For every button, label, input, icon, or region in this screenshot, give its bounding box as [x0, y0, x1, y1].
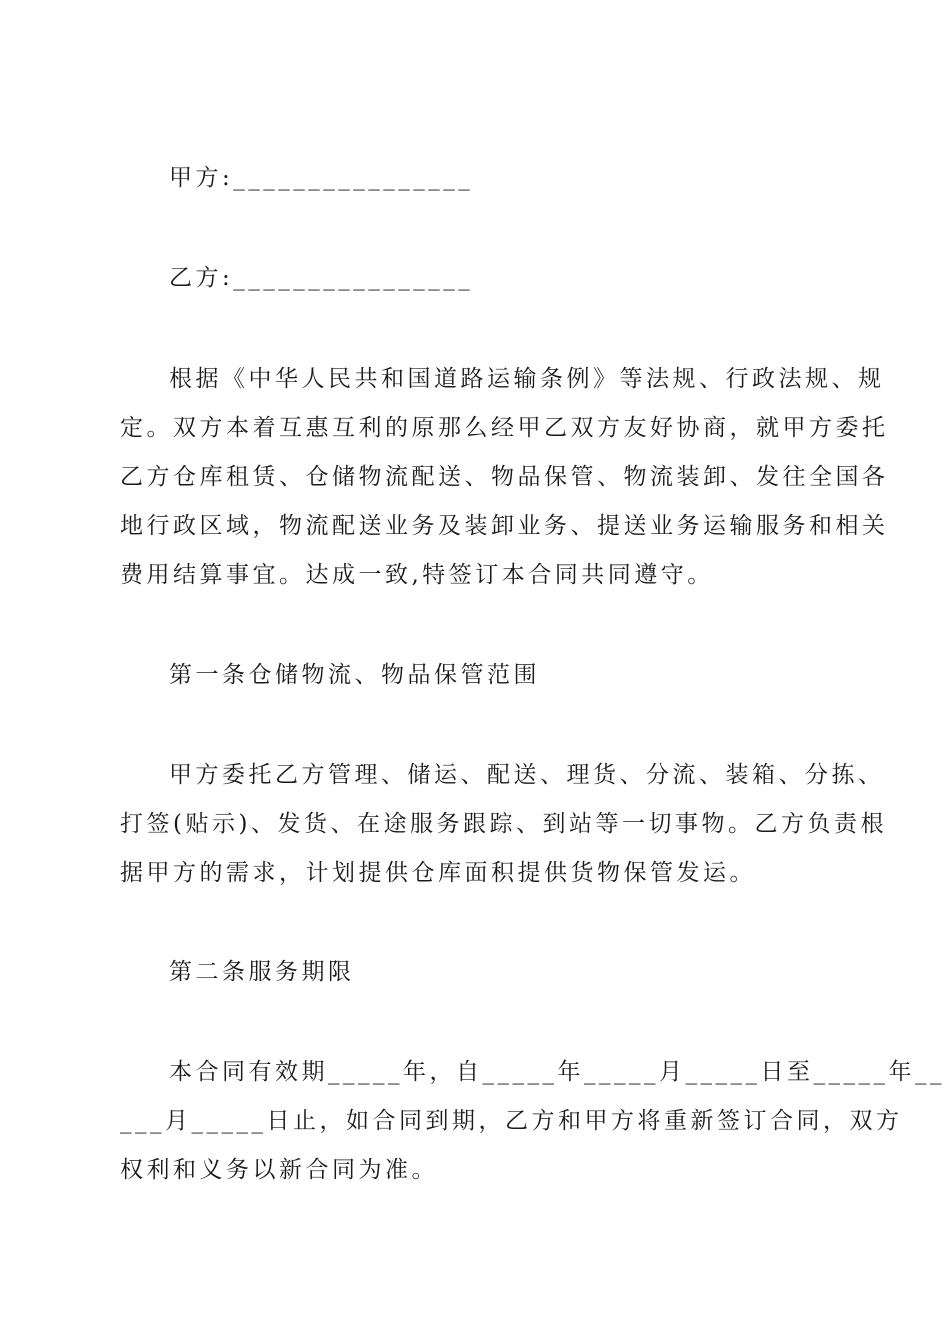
- party-b-line: 乙方:________________: [169, 265, 474, 291]
- preamble-paragraph: [120, 364, 889, 609]
- article-2-title: 第二条服务期限: [169, 959, 355, 985]
- preamble-line: 根据《中华人民共和国道路运输条例》等法规、行政法规、规: [169, 366, 885, 392]
- preamble-line: 乙方仓库租赁、仓储物流配送、物品保管、物流装卸、发往全国各: [120, 464, 889, 490]
- article-2-line: 本合同有效期_____年，自_____年_____月_____日至_____年__: [169, 1059, 945, 1085]
- article-2-line: 权利和义务以新合同为准。: [120, 1157, 438, 1183]
- preamble-line: 费用结算事宜。达成一致,特签订本合同共同遵守。: [120, 562, 714, 588]
- article-1-body: [120, 760, 887, 907]
- preamble-line: 定。双方本着互惠互利的原那么经甲乙双方友好协商，就甲方委托: [120, 415, 889, 441]
- preamble-line: 地行政区域，物流配送业务及装卸业务、提送业务运输服务和相关: [120, 513, 889, 539]
- article-1-line: 甲方委托乙方管理、储运、配送、理货、分流、装箱、分拣、: [169, 762, 885, 788]
- party-a-line: 甲方:________________: [169, 165, 474, 191]
- article-1-title: 第一条仓储物流、物品保管范围: [169, 662, 540, 688]
- article-2-line: ___月_____日止，如合同到期，乙方和甲方将重新签订合同，双方: [120, 1108, 903, 1134]
- article-2-body: [120, 1057, 945, 1204]
- article-1-line: 据甲方的需求，计划提供仓库面积提供货物保管发运。: [120, 860, 756, 886]
- article-1-line: 打签(贴示)、发货、在途服务跟踪、到站等一切事物。乙方负责根: [120, 811, 887, 837]
